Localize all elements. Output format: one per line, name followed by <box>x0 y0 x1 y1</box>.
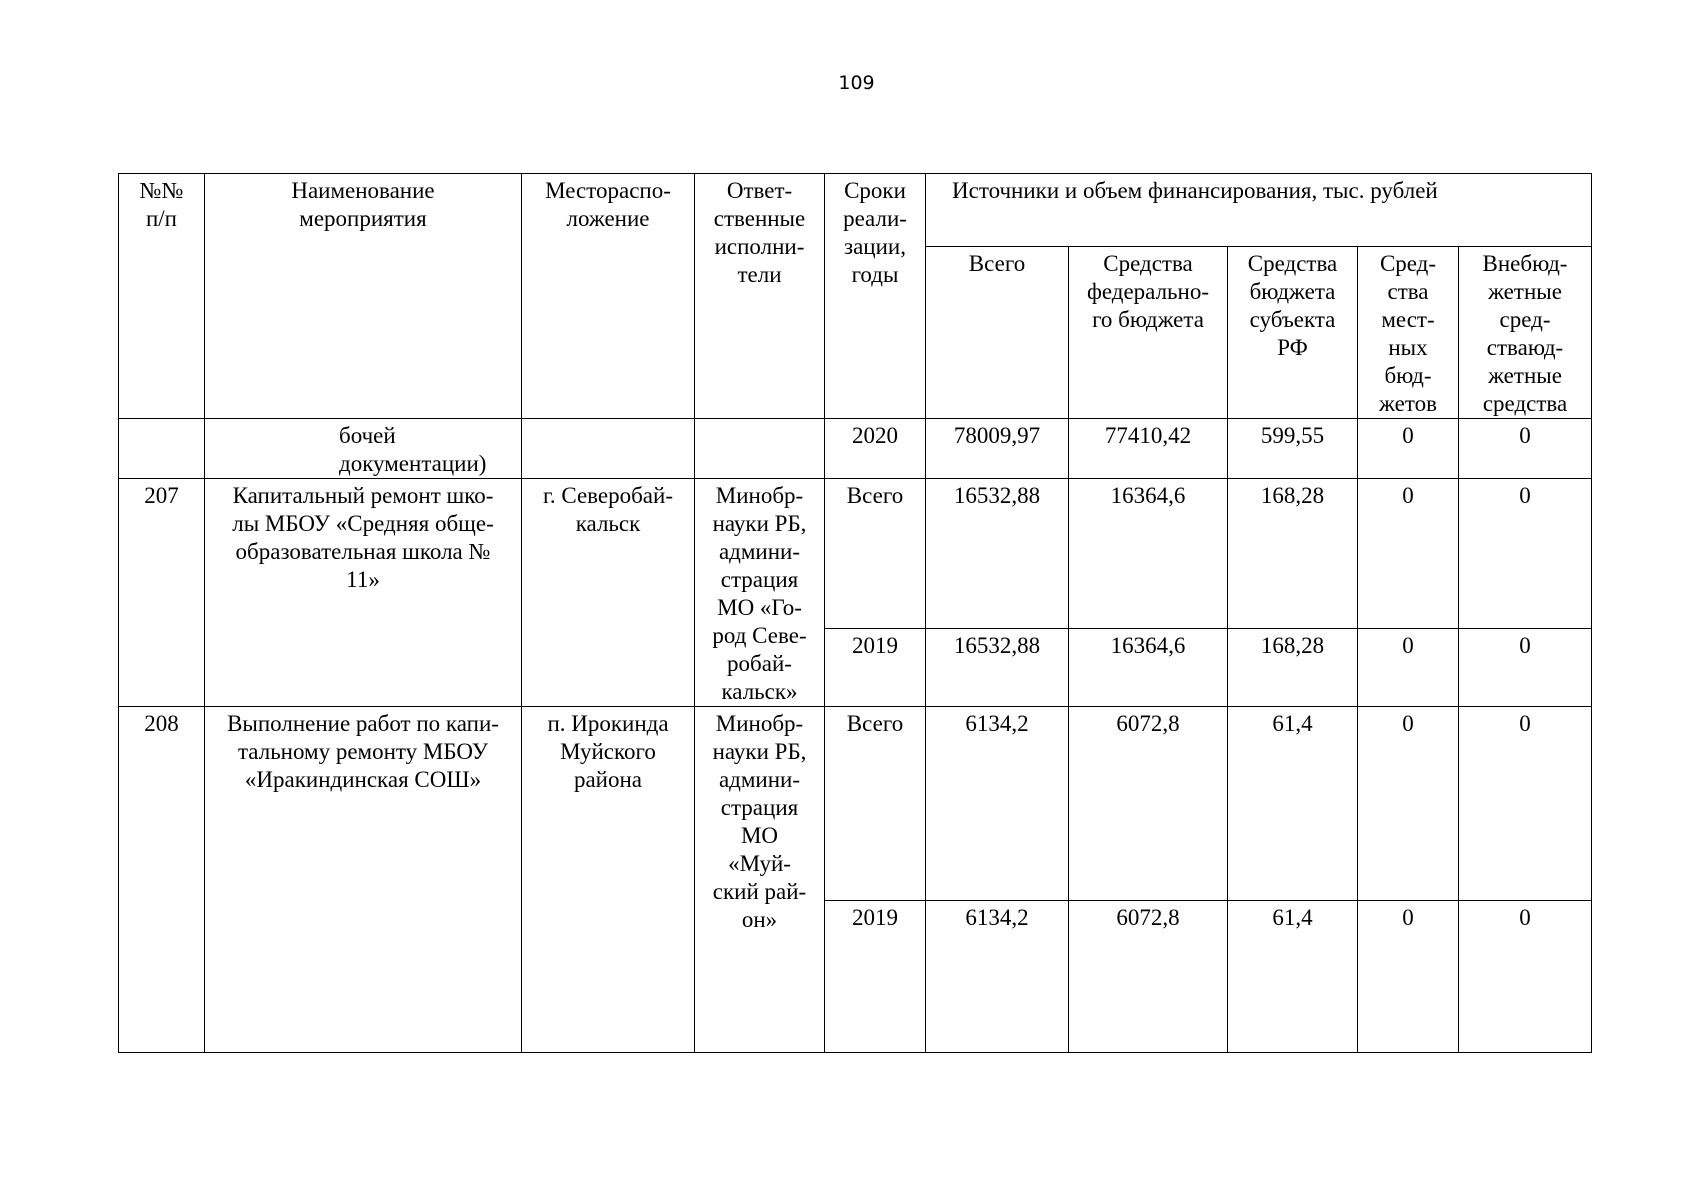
header-period: Сроки реали- зации, годы <box>825 174 926 419</box>
row-208-period-total: Всего <box>825 707 926 901</box>
row-207-total-2019: 16532,88 <box>926 629 1069 707</box>
row-207-responsible: Минобр- науки РБ, админи- страция МО «Го- род Севе- робай- кальск» <box>695 479 825 707</box>
header-financing: Источники и объем финансирования, тыс. рублей <box>926 174 1592 247</box>
row-207-num: 207 <box>119 479 205 707</box>
row-207-local-2019: 0 <box>1358 629 1459 707</box>
header-federal: Средства федерально- го бюджета <box>1069 247 1228 419</box>
header-row <box>119 174 1592 247</box>
row-208-federal-2019: 6072,8 <box>1069 901 1228 1053</box>
row-208-local-all: 0 <box>1358 707 1459 901</box>
row-207-period-total: Всего <box>825 479 926 629</box>
continuation-responsible <box>695 419 825 479</box>
table-row <box>119 479 1592 629</box>
continuation-location <box>522 419 695 479</box>
header-extra: Внебюд- жетные сред- стваюд- жетные средства <box>1459 247 1592 419</box>
header-total: Всего <box>926 247 1069 419</box>
header-num: №№ п/п <box>119 174 205 419</box>
financing-table <box>118 173 1592 1053</box>
row-208-period-2019: 2019 <box>825 901 926 1053</box>
row-208-num: 208 <box>119 707 205 1053</box>
row-207-federal-all: 16364,6 <box>1069 479 1228 629</box>
row-207-local-all: 0 <box>1358 479 1459 629</box>
continuation-num <box>119 419 205 479</box>
row-208-responsible: Минобр- науки РБ, админи- страция МО «Муй- ский рай- он» <box>695 707 825 1053</box>
page-number: 109 <box>838 72 875 94</box>
row-207-name: Капитальный ремонт шко- лы МБОУ «Средняя обще- образовательная школа № 11» <box>205 479 522 707</box>
header-local: Сред- ства мест- ных бюд- жетов <box>1358 247 1459 419</box>
continuation-name: бочей документации) <box>205 419 522 479</box>
row-207-total-all: 16532,88 <box>926 479 1069 629</box>
row-207-subject-2019: 168,28 <box>1228 629 1358 707</box>
continuation-extra: 0 <box>1459 419 1592 479</box>
row-207-federal-2019: 16364,6 <box>1069 629 1228 707</box>
row-208-subject-2019: 61,4 <box>1228 901 1358 1053</box>
row-208-local-2019: 0 <box>1358 901 1459 1053</box>
row-208-extra-2019: 0 <box>1459 901 1592 1053</box>
row-208-name: Выполнение работ по капи- тальному ремонту МБОУ «Иракиндинская СОШ» <box>205 707 522 1053</box>
row-208-subject-all: 61,4 <box>1228 707 1358 901</box>
continuation-period: 2020 <box>825 419 926 479</box>
row-208-total-all: 6134,2 <box>926 707 1069 901</box>
row-207-extra-2019: 0 <box>1459 629 1592 707</box>
table-row <box>119 707 1592 901</box>
row-207-extra-all: 0 <box>1459 479 1592 629</box>
continuation-federal: 77410,42 <box>1069 419 1228 479</box>
header-subject: Средства бюджета субъекта РФ <box>1228 247 1358 419</box>
continuation-row <box>119 419 1592 479</box>
row-208-location: п. Ирокинда Муйского района <box>522 707 695 1053</box>
row-208-federal-all: 6072,8 <box>1069 707 1228 901</box>
header-name: Наименование мероприятия <box>205 174 522 419</box>
row-207-subject-all: 168,28 <box>1228 479 1358 629</box>
header-responsible: Ответ- ственные исполни- тели <box>695 174 825 419</box>
row-207-period-2019: 2019 <box>825 629 926 707</box>
continuation-subject: 599,55 <box>1228 419 1358 479</box>
row-208-total-2019: 6134,2 <box>926 901 1069 1053</box>
header-location: Местораспо- ложение <box>522 174 695 419</box>
continuation-local: 0 <box>1358 419 1459 479</box>
row-208-extra-all: 0 <box>1459 707 1592 901</box>
row-207-location: г. Северобай- кальск <box>522 479 695 707</box>
continuation-total: 78009,97 <box>926 419 1069 479</box>
